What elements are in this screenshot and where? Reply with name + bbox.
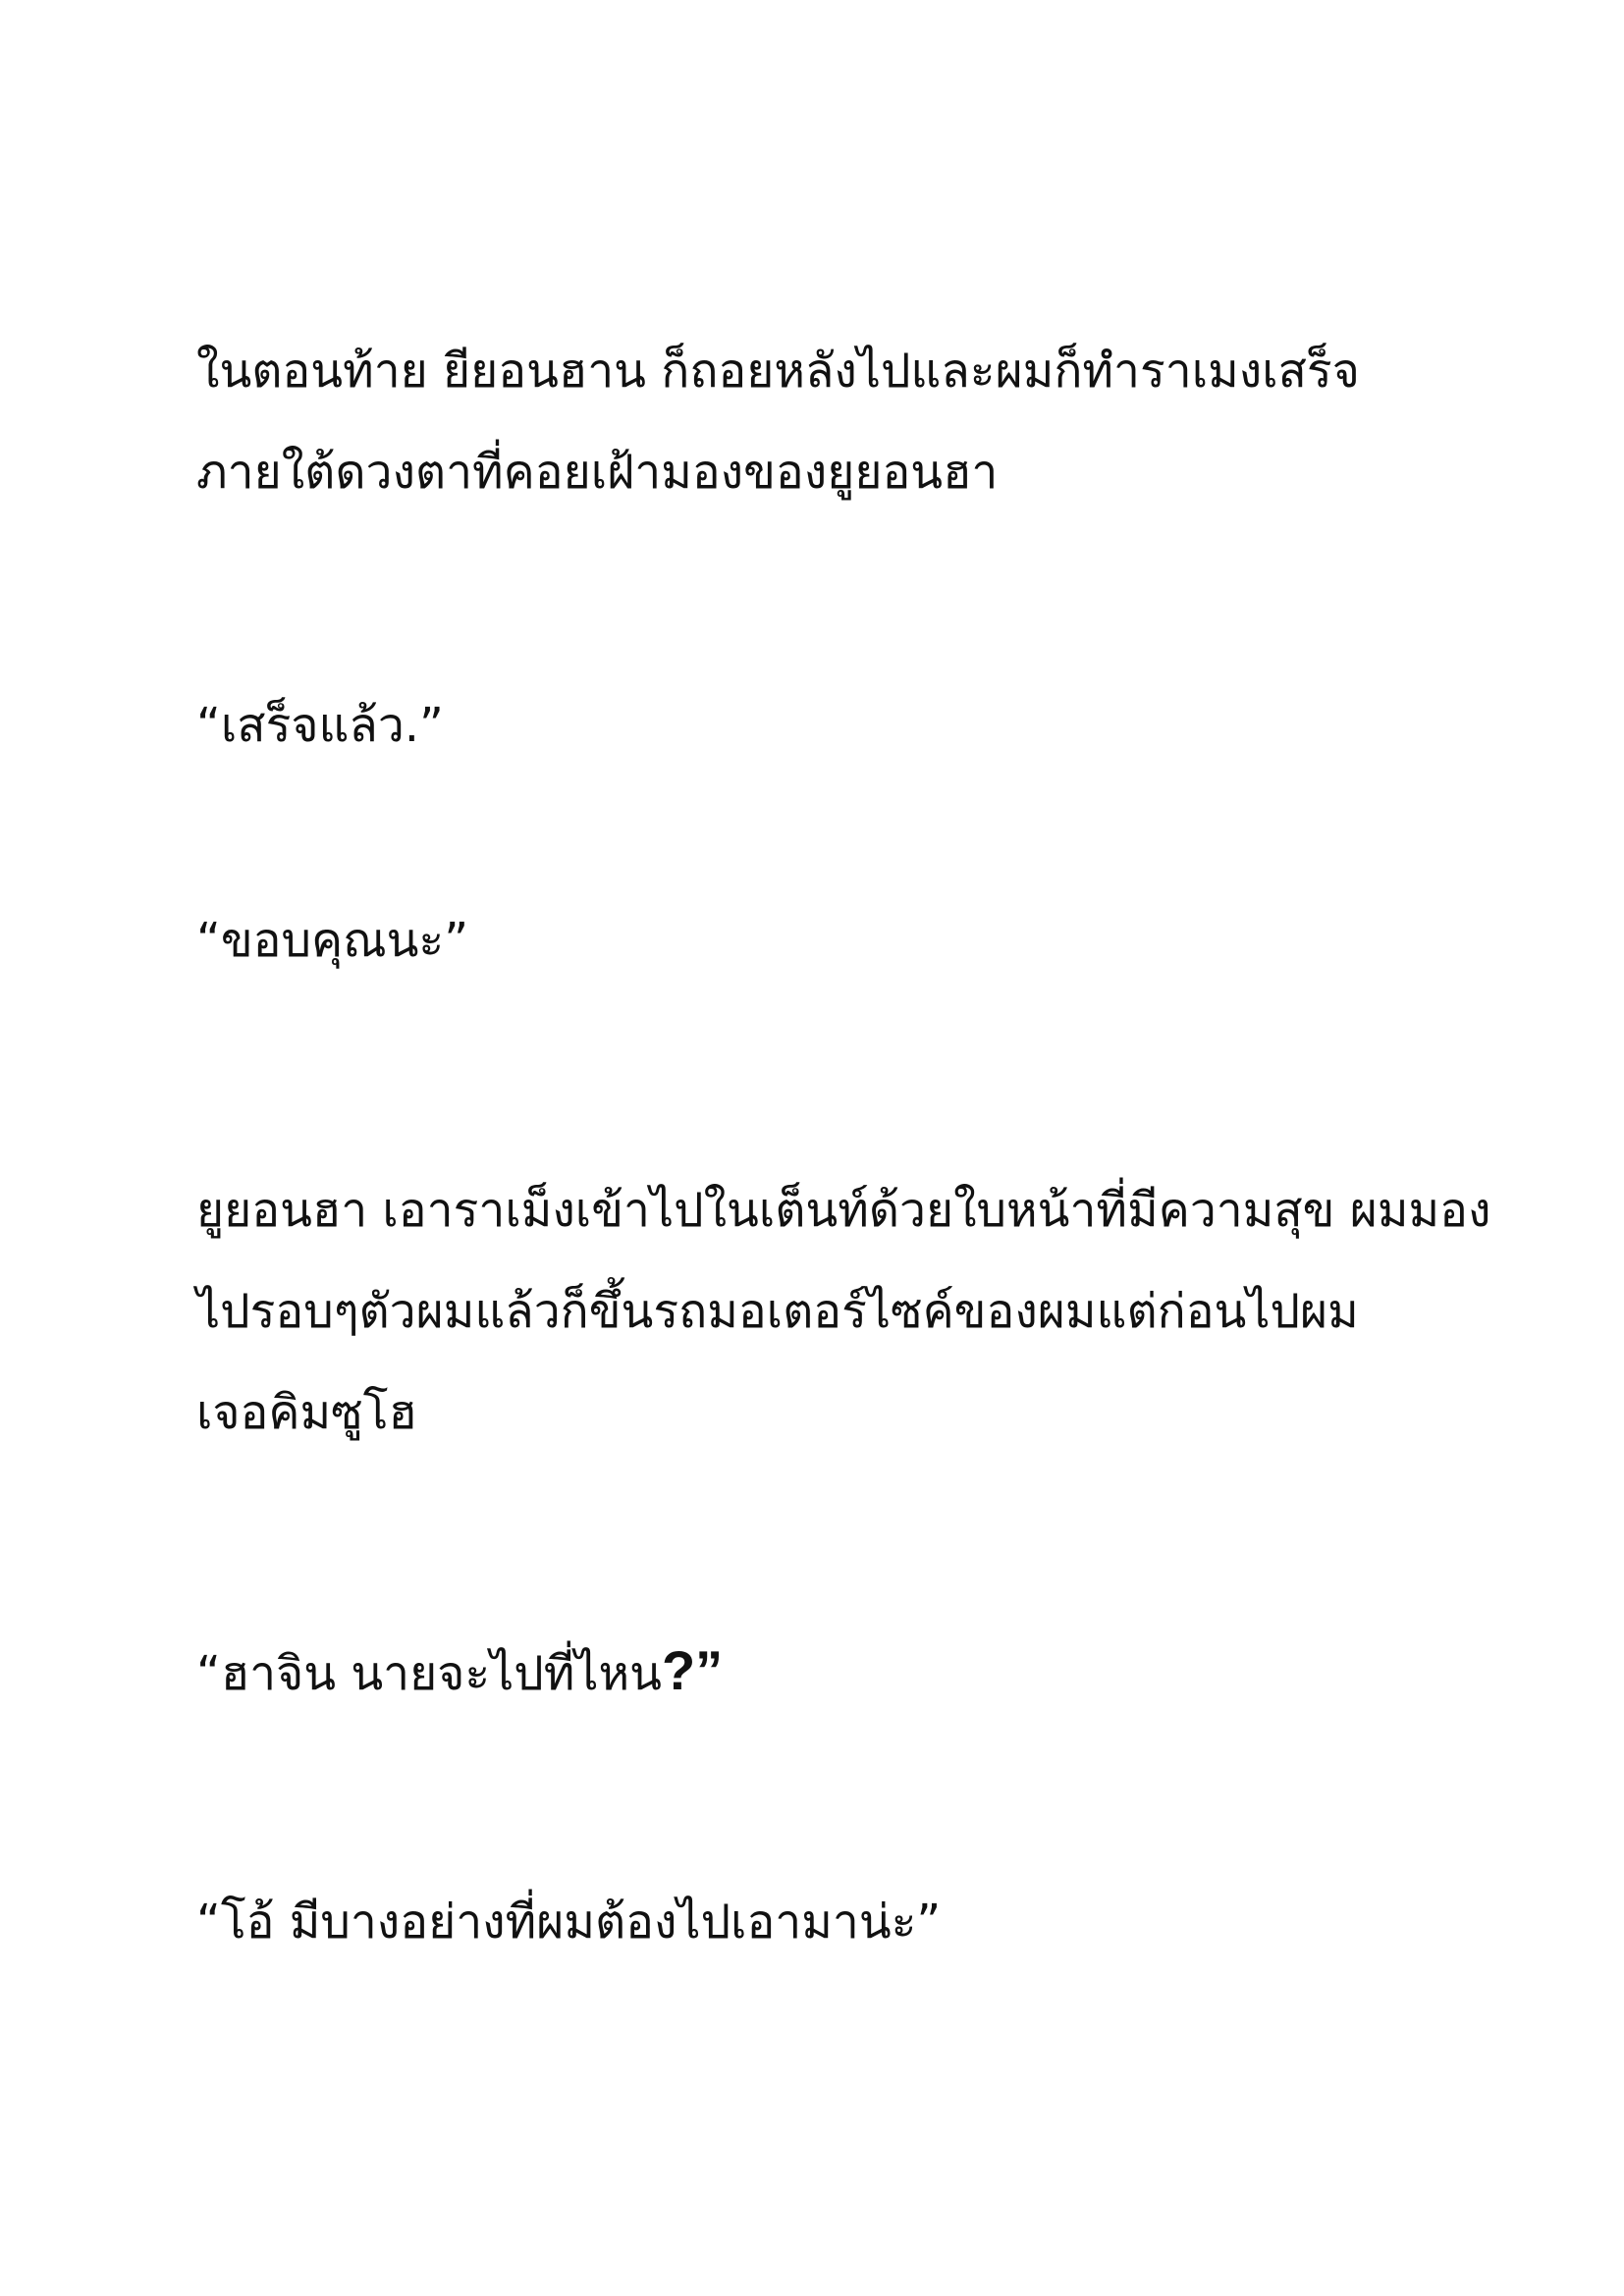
text-line: “โอ้ มีบางอย่างที่ผมต้องไปเอามาน่ะ” xyxy=(196,1895,942,1949)
question-mark: ?” xyxy=(661,1639,724,1701)
text-line: “เสร็จแล้ว.” xyxy=(196,698,444,753)
text-line: ในตอนท้าย ยียอนฮาน ก็ถอยหลังไปและผมก็ทำราเมงเสร็จ xyxy=(196,344,1360,399)
text-line: เจอคิมซูโฮ xyxy=(196,1385,417,1440)
dialogue-line xyxy=(196,675,1473,776)
dialogue-line xyxy=(196,1620,1473,1725)
text-line xyxy=(196,1620,1473,1725)
text-line: ไปรอบๆตัวผมแล้วก็ขึ้นรถมอเตอร์ไซค์ของผมแต่ก่อนไปผม xyxy=(196,1284,1359,1339)
narration-paragraph xyxy=(196,321,1473,523)
dialogue-line xyxy=(196,1872,1473,1973)
narration-paragraph xyxy=(196,1160,1491,1464)
dialogue-line xyxy=(196,890,1473,991)
text-line: ภายใต้ดวงตาที่คอยเฝ้ามองของยูยอนฮา xyxy=(196,445,999,500)
dialogue-text: “ฮาจิน นายจะไปที่ไหน xyxy=(196,1646,662,1701)
text-line: ยูยอนฮา เอาราเม็งเข้าไปในเต็นท์ด้วยใบหน้าที่มีความสุข ผมมอง xyxy=(196,1183,1491,1238)
text-line: “ขอบคุณนะ” xyxy=(196,913,469,968)
